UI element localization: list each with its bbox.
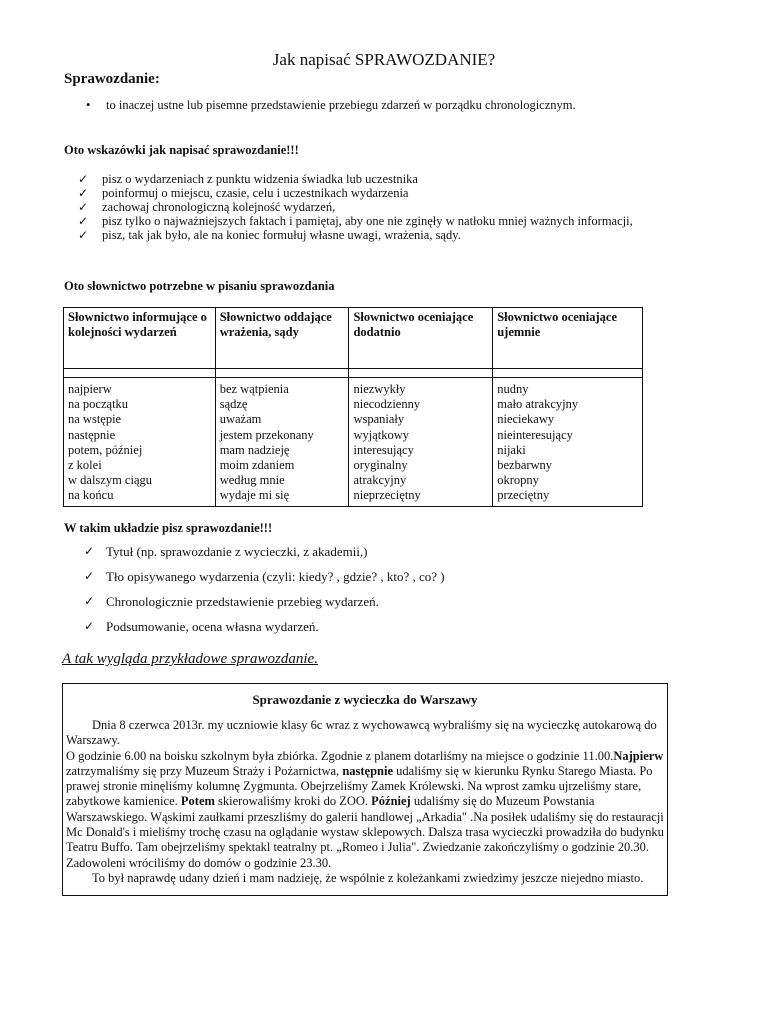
vocab-word: z kolei bbox=[68, 458, 102, 473]
list-item: ✓ zachowaj chronologiczną kolejność wydarzeń, bbox=[78, 200, 336, 214]
checkmark-icon: ✓ bbox=[78, 172, 89, 186]
column-header: Słownictwo oceniające ujemnie bbox=[493, 308, 643, 369]
vocab-word: nieprzeciętny bbox=[353, 488, 421, 503]
definition-text: to inaczej ustne lub pisemne przedstawienie przebiegu zdarzeń w porządku chronologicznym. bbox=[106, 98, 576, 112]
vocab-word: niecodzienny bbox=[353, 397, 421, 412]
layout-list bbox=[84, 544, 445, 644]
vocab-word: następnie bbox=[68, 427, 116, 442]
vocab-heading: Oto słownictwo potrzebne w pisaniu sprawozdania bbox=[64, 279, 335, 293]
list-item: ✓ Tytuł (np. sprawozdanie z wycieczki, z akademii,) bbox=[84, 544, 368, 559]
table-cell bbox=[493, 378, 643, 507]
checkmark-icon: ✓ bbox=[78, 186, 89, 200]
vocab-word: najpierw bbox=[68, 382, 112, 396]
vocab-word: moim zdaniem bbox=[219, 458, 295, 473]
vocab-word: potem, później bbox=[68, 442, 143, 457]
list-item: ✓ Tło opisywanego wydarzenia (czyli: kiedy? , gdzie? , kto? , co? ) bbox=[84, 569, 445, 584]
page-title: Jak napisać SPRAWOZDANIE? bbox=[272, 50, 496, 69]
checkmark-icon: ✓ bbox=[78, 228, 89, 242]
vocab-word: w dalszym ciągu bbox=[68, 473, 153, 488]
vocab-word: nijaki bbox=[497, 442, 526, 457]
vocab-word: oryginalny bbox=[353, 458, 408, 473]
table-header-row bbox=[64, 308, 643, 369]
table-cell bbox=[349, 378, 493, 507]
layout-heading: W takim układzie pisz sprawozdanie!!! bbox=[64, 521, 273, 535]
list-item: ✓ Chronologicznie przedstawienie przebieg wydarzeń. bbox=[84, 594, 379, 609]
example-text bbox=[66, 718, 666, 886]
vocab-word: atrakcyjny bbox=[353, 473, 407, 488]
checkmark-icon: ✓ bbox=[78, 214, 89, 228]
list-item: ✓ pisz tylko o najważniejszych faktach i pamiętaj, aby one nie zginęły w natłoku mniej ważnych informacji, bbox=[78, 214, 633, 228]
vocab-word: bezbarwny bbox=[497, 458, 553, 473]
table-spacer-row bbox=[64, 369, 643, 378]
table-cell bbox=[64, 378, 216, 507]
vocab-word: na wstępie bbox=[68, 412, 122, 427]
vocab-word: na początku bbox=[68, 397, 129, 412]
vocab-word: na końcu bbox=[68, 488, 114, 503]
table-cell bbox=[215, 378, 349, 507]
column-header: Słownictwo informujące o kolejności wydarzeń bbox=[64, 308, 216, 369]
vocab-word: niezwykły bbox=[353, 382, 406, 396]
vocab-word: interesujący bbox=[353, 442, 414, 457]
list-item: ✓ Podsumowanie, ocena własna wydarzeń. bbox=[84, 619, 319, 634]
vocab-word: przeciętny bbox=[497, 488, 550, 503]
checkmark-icon: ✓ bbox=[84, 619, 95, 633]
checkmark-icon: ✓ bbox=[84, 544, 95, 558]
vocab-word: według mnie bbox=[219, 473, 285, 488]
vocab-word: mało atrakcyjny bbox=[497, 397, 579, 412]
vocab-word: nieinteresujący bbox=[497, 427, 573, 442]
vocab-word: sądzę bbox=[219, 397, 248, 412]
table-row bbox=[64, 378, 643, 507]
vocab-word: wydaje mi się bbox=[219, 488, 290, 503]
list-item: ✓ poinformuj o miejscu, czasie, celu i uczestnikach wydarzenia bbox=[78, 186, 409, 200]
checkmark-icon: ✓ bbox=[84, 594, 95, 608]
list-item: ✓ pisz o wydarzeniach z punktu widzenia świadka lub uczestnika bbox=[78, 172, 418, 186]
vocab-word: uważam bbox=[219, 412, 262, 427]
vocab-word: nudny bbox=[497, 382, 529, 396]
checkmark-icon: ✓ bbox=[84, 569, 95, 583]
vocab-word: wyjątkowy bbox=[353, 427, 410, 442]
tips-list bbox=[78, 172, 658, 242]
column-header: Słownictwo oceniające dodatnio bbox=[349, 308, 493, 369]
example-heading: A tak wygląda przykładowe sprawozdanie. bbox=[62, 651, 318, 667]
vocab-word: mam nadzieję bbox=[219, 442, 290, 457]
paragraph: O godzinie 6.00 na boisku szkolnym była zbiórka. Zgodnie z planem dotarliśmy na miejsce o godzinie 11.00.Najpierw zatrzymaliśmy się przy Muzeum Straży i Pożarnictwa, następnie udaliśmy się w kierunku Rynku Starego Miasta. Po prawej stronie minęliśmy kolumnę Zygmunta. Obejrzeliśmy Zamek Królewski. Na wprost zamku ujrzeliśmy stare, zabytkowe kamienice. Potem skierowaliśmy kroki do ZOO. Później udaliśmy się do Muzeum Powstania Warszawskiego. Wąskimi zaułkami przeszliśmy do galerii handlowej „Arkadia" .Na posiłek udaliśmy się do restauracji Mc Donald's i mieliśmy trochę czasu na oglądanie wystaw sklepowych. Dalsza trasa wycieczki prowadziła do budynku Teatru Buffo. Tam obejrzeliśmy spektakl teatralny pt. „Romeo i Julia". Zwiedzanie zakończyliśmy o godzinie 20.30. bbox=[66, 748, 664, 855]
paragraph: Dnia 8 czerwca 2013r. my uczniowie klasy 6c wraz z wychowawcą wybraliśmy się na wycieczkę autokarową do Warszawy. bbox=[66, 718, 657, 748]
vocab-word: wspaniały bbox=[353, 412, 405, 427]
vocab-table bbox=[63, 307, 643, 507]
vocab-word: okropny bbox=[497, 473, 539, 488]
column-header: Słownictwo oddające wrażenia, sądy bbox=[215, 308, 349, 369]
vocab-word: nieciekawy bbox=[497, 412, 555, 427]
tips-heading: Oto wskazówki jak napisać sprawozdanie!!! bbox=[64, 143, 299, 157]
paragraph: To był naprawdę udany dzień i mam nadzieję, że wspólnie z koleżankami zwiedzimy jeszcze niejedno miasto. bbox=[92, 870, 644, 885]
example-box-title: Sprawozdanie z wycieczka do Warszawy bbox=[252, 692, 478, 707]
vocab-word: bez wątpienia bbox=[219, 382, 289, 396]
list-item: ✓ pisz, tak jak było, ale na koniec formułuj własne uwagi, wrażenia, sądy. bbox=[78, 228, 461, 242]
definition-heading: Sprawozdanie: bbox=[64, 71, 160, 87]
checkmark-icon: ✓ bbox=[78, 200, 89, 214]
vocab-word: jestem przekonany bbox=[219, 427, 314, 442]
paragraph: Zadowoleni wróciliśmy do domów o godzinie 23.30. bbox=[66, 855, 332, 870]
bullet-icon: • bbox=[86, 98, 91, 112]
definition-bullet bbox=[86, 98, 576, 113]
